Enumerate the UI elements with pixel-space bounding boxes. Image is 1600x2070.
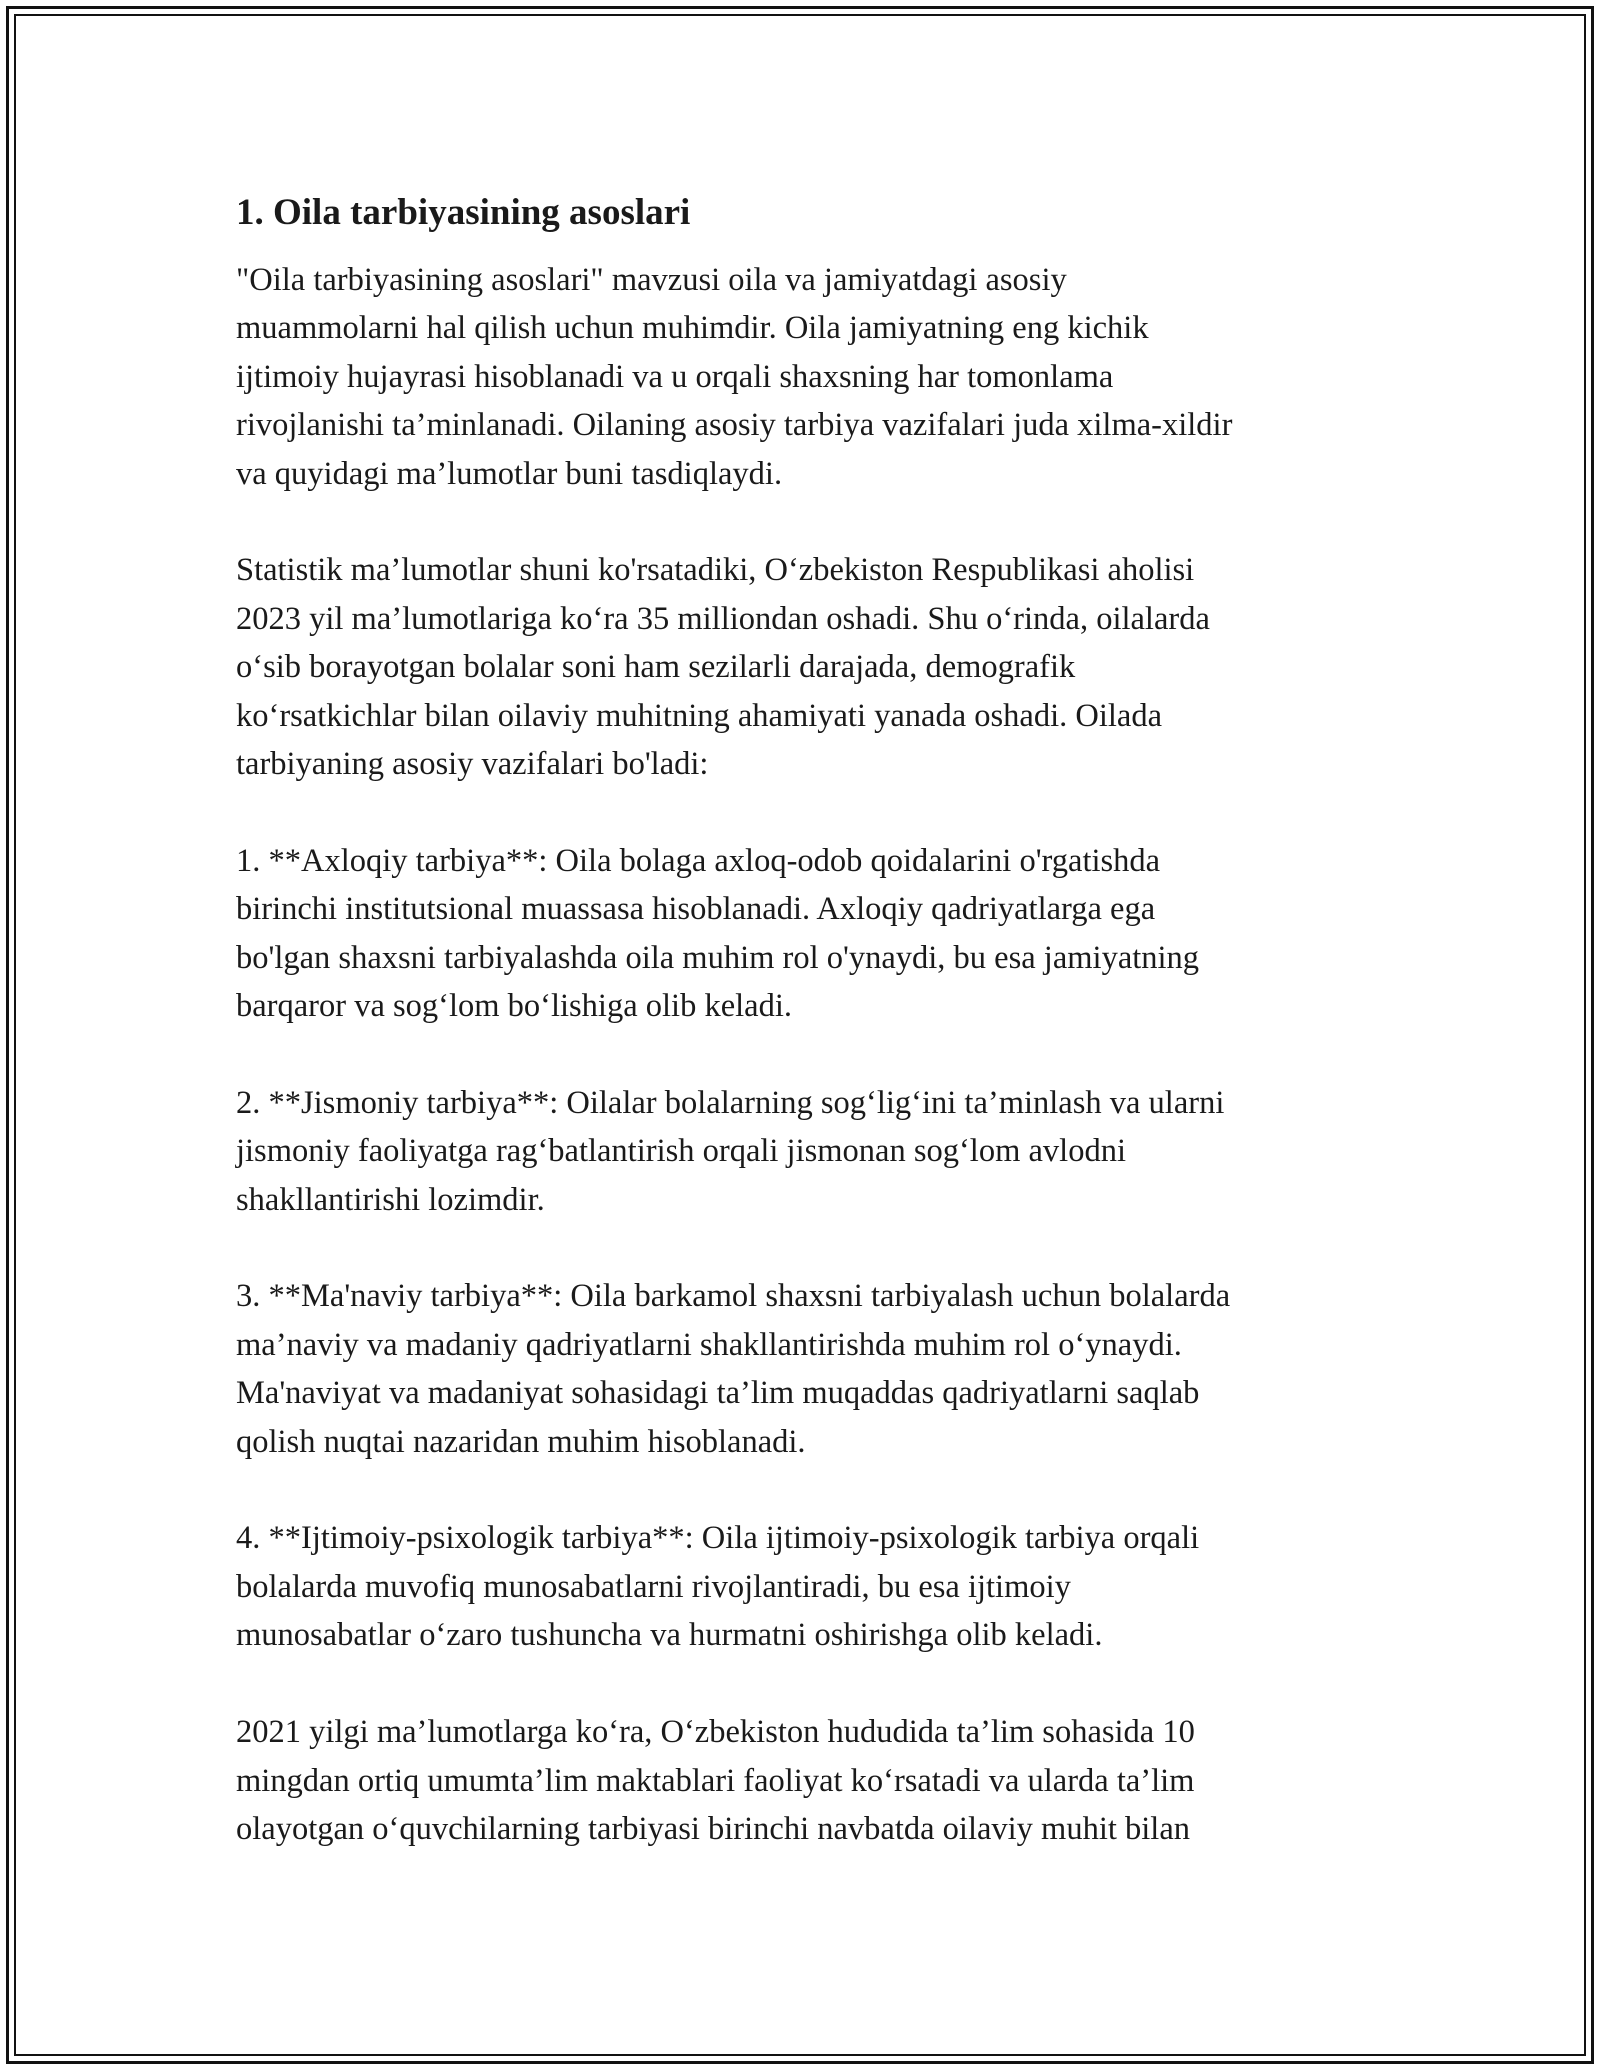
paragraph-spiritual-education: 3. **Ma'naviy tarbiya**: Oila barkamol shaxsni tarbiyalash uchun bolalarda ma’naviy va madaniy qadriyatlarni shakllantirishda muhim rol o‘ynaydi. Ma'naviyat va madaniyat sohasidagi ta’lim muqaddas qadriyatlarni saqlab qolish nuqtai nazaridan muhim hisoblanadi.	[236, 1278, 1231, 1460]
paragraph-schools-2021: 2021 yilgi ma’lumotlarga ko‘ra, O‘zbekiston hududida ta’lim sohasida 10 mingdan ortiq umumta’lim maktablari faoliyat ko‘rsatadi va ularda ta’lim olayotgan o‘quvchilarning tarbiyasi birinchi navbatda oilaviy muhit bilan	[236, 1714, 1195, 1847]
paragraph-physical-education: 2. **Jismoniy tarbiya**: Oilalar bolalarning sog‘lig‘ini ta’minlash va ularni jismoniy faoliyatga rag‘batlantirish orqali jismonan sog‘lom avlodni shakllantirishi lozimdir.	[236, 1084, 1225, 1218]
paragraph-social-psychological-education: 4. **Ijtimoiy-psixologik tarbiya**: Oila ijtimoiy-psixologik tarbiya orqali bolalarda muvofiq munosabatlarni rivojlantiradi, bu esa ijtimoiy munosabatlar o‘zaro tushuncha va hurmatni oshirishga olib keladi.	[236, 1520, 1200, 1654]
page-title: 1. Oila tarbiyasining asoslari	[236, 192, 691, 233]
paragraph-intro: "Oila tarbiyasining asoslari" mavzusi oila va jamiyatdagi asosiy muammolarni hal qilish uchun muhimdir. Oila jamiyatning eng kichik ijtimoiy hujayrasi hisoblanadi va u orqali shaxsning har tomonlama rivojlanishi ta’minlanadi. Oilaning asosiy tarbiya vazifalari juda xilma-xildir va quyidagi ma’lumotlar buni tasdiqlaydi.	[236, 262, 1233, 492]
paragraph-moral-education: 1. **Axloqiy tarbiya**: Oila bolaga axloq-odob qoidalarini o'rgatishda birinchi institutsional muassasa hisoblanadi. Axloqiy qadriyatlarga ega bo'lgan shaxsni tarbiyalashda oila muhim rol o'ynaydi, bu esa jamiyatning barqaror va sog‘lom bo‘lishiga olib keladi.	[236, 842, 1200, 1025]
paragraph-statistics: Statistik ma’lumotlar shuni ko'rsatadiki, O‘zbekiston Respublikasi aholisi 2023 yil ma’lumotlariga ko‘ra 35 milliondan oshadi. Shu o‘rinda, oilalarda o‘sib borayotgan bolalar soni ham sezilarli darajada, demografik ko‘rsatkichlar bilan oilaviy muhitning ahamiyati yanada oshadi. Oilada tarbiyaning asosiy vazifalari bo'ladi:	[236, 552, 1210, 783]
document-body	[236, 186, 1376, 1853]
